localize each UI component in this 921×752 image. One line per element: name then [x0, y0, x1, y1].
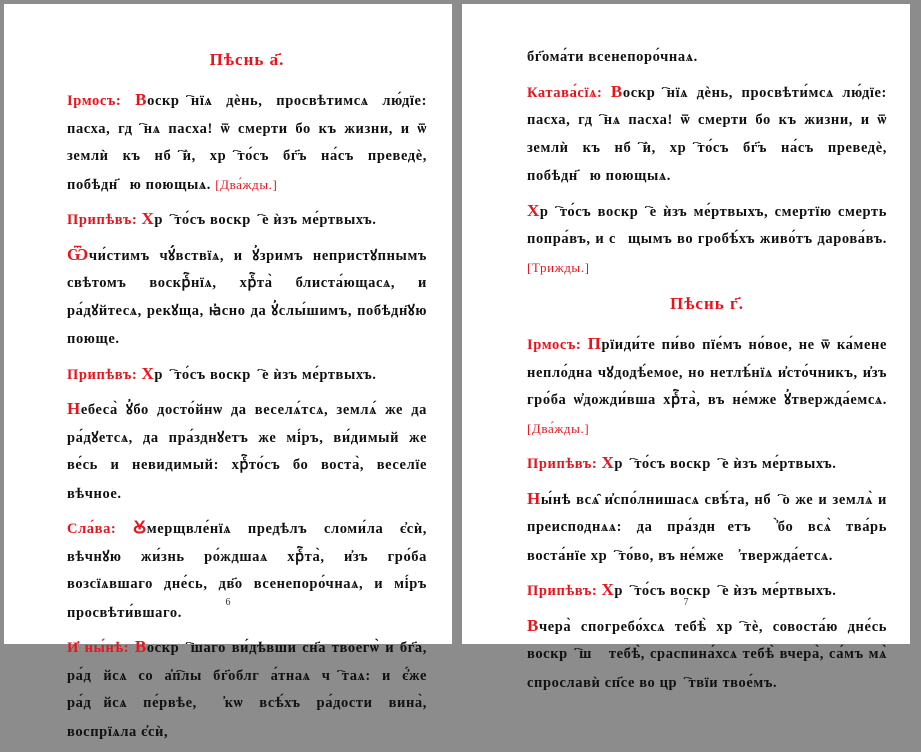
hymn-text: чи́стимъ чꙋ́вствїѧ, и ꙋ҆зримъ непристꙋпнымъ свѣтомъ воскрⷭ҇нїѧ, хрⷭ҇та̀ блиста́ющасѧ, и ра́дꙋйтесѧ, рекꙋща, ꙗ҆сно да ꙋ҆слы́шимъ, побѣдн҃ꙋю поюще.: [67, 247, 427, 347]
rubric-label: Припѣвъ:: [67, 366, 142, 383]
hymn-text: рⷭ҇то́съ воскрⷭ҇е ѝзъ ме́ртвыхъ.: [614, 583, 837, 599]
drop-initial: Х: [601, 453, 615, 472]
hymn-text: оскрⷭ҇нїѧ дѐнь, просвѣтимсѧ лю́дїе: пасха, гдⷭ҇нѧ пасха! ѿ смерти бо къ жизни, и ѿ землѝ къ нбⷭ҇ѝ, хрⷭ҇то́съ бг҃ъ на́съ преведѐ, побѣдн҃ꙋю поющыѧ.: [67, 93, 427, 193]
rubric-label: Сла́ва:: [67, 521, 133, 537]
hymn-text: рⷭ҇то́съ воскрⷭ҇е ѝзъ ме́ртвыхъ, смертїю смерть попра́въ, и сꙋщымъ во гробѣ́хъ живо́тъ дарова́въ.: [527, 203, 887, 247]
hymn-text: ы́нѣ всѧ̑ и҆спо́лнишасѧ свѣ́та, нбⷭ҇о же и землѧ̀ и преисподнѧѧ: да пра́зднꙋетъ ꙋ҆̀бо всѧ̀ тва́рь воста́нїе хрⷭ҇то́во, въ не́мже ꙋ҆твержда́етсѧ.: [527, 491, 887, 564]
drop-initial: Х: [601, 580, 615, 599]
ode-heading: Пѣснь г҃.: [670, 294, 744, 313]
drop-initial: Н: [67, 399, 81, 418]
hymn-paragraph: [67, 633, 427, 746]
hymn-paragraph: [527, 449, 887, 479]
drop-initial: В: [135, 90, 148, 109]
hymn-text: рїиди́те пи́во пїе́мъ но́вое, не ѿ ка́мене непло́дна чꙋдодѣ́емое, но нетлѣ́нїѧ и҆сто́чникъ, и҆зъ гро́ба ѡ҆дожди́вша хрⷭ҇та̀, въ не́мже ꙋ҆твержда́емсѧ.: [527, 337, 887, 408]
hymn-text: мерщвле́нїѧ предѣлъ сломи́ла є҆сѝ, вѣчнꙋю жи́знь ро́ждшаѧ хрⷭ҇та̀, и҆зъ гро́ба возсїѧвшаго дне́сь, дв҃о всенепоро́чнаѧ, и мі́ръ просвѣти́вшаго.: [67, 521, 428, 621]
drop-initial: В: [134, 637, 147, 656]
drop-initial: В: [610, 81, 623, 101]
rubric-label: Ірмосъ:: [67, 93, 136, 109]
rubric-note: [Два́жды.]: [527, 420, 590, 436]
hymn-text: чера̀ спогребо́хсѧ тебѣ̀ хрⷭ҇тѐ, совоста́ю дне́сь воскрⷭ҇шꙋ тебѣ̀, сраспина́хсѧ тебѣ̀ вчера̀, са́мъ мѧ̀ спрославѝ сп҃се во црⷭ҇твїи твое́мъ.: [527, 618, 887, 691]
hymn-paragraph: [67, 514, 427, 627]
hymn-text: ебеса̀ ꙋ҆бо досто́йнѡ да веселѧ́тсѧ, землѧ́ же да ра́дꙋетсѧ, да пра́зднꙋетъ же мі́ръ, ви́димый же ве́сь и невидимый: хрⷭ҇то́съ бо воста̀, веселїе вѣчное.: [67, 402, 427, 502]
hymn-paragraph: [527, 612, 887, 698]
drop-initial: Н: [527, 488, 541, 508]
hymn-text: рⷭ҇то́съ воскрⷭ҇е ѝзъ ме́ртвыхъ.: [614, 456, 837, 472]
hymn-text: рⷭ҇то́съ воскрⷭ҇е ѝзъ ме́ртвыхъ.: [154, 366, 377, 383]
left-page-content: [67, 44, 427, 752]
drop-initial: Ꙋ: [132, 518, 147, 537]
drop-initial: П: [587, 334, 602, 353]
rubric-label: Ірмосъ:: [527, 337, 588, 353]
hymn-paragraph: [67, 205, 427, 235]
rubric-note: [Трижды.]: [527, 259, 590, 275]
rubric-label: Катава́сїѧ:: [527, 84, 611, 101]
hymn-paragraph: [527, 330, 887, 443]
drop-initial: Х: [141, 209, 155, 228]
drop-initial: Х: [141, 363, 155, 383]
hymn-text: рⷭ҇то́съ воскрⷭ҇е ѝзъ ме́ртвыхъ.: [154, 212, 377, 228]
hymn-text: оскрⷭ҇нїѧ дѐнь, просвѣти́мсѧ лю́дїе: пасха, гдⷭ҇нѧ пасха! ѿ смерти бо къ жизни, и ѿ землѝ къ нбⷭ҇ѝ, хрⷭ҇то́съ бг҃ъ на́съ преведѐ, побѣдн҃ꙋю поющыѧ.: [527, 84, 887, 184]
hymn-paragraph: [527, 197, 887, 283]
drop-initial: В: [527, 615, 539, 635]
hymn-paragraph: [527, 78, 887, 191]
hymn-paragraph: [67, 360, 427, 390]
rubric-note: [Два́жды.]: [215, 176, 278, 192]
rubric-label: Припѣвъ:: [527, 456, 602, 472]
hymn-paragraph: [527, 485, 887, 571]
hymn-text: оскрⷭ҇шаго ви́дѣвши сн҃а твоегѡ̀ и бг҃а, ра́дꙋйсѧ со а҆п҇лы бг҃облгⷣа́тнаѧ чⷭ҇таѧ: и є҆́же ра́дꙋйсѧ пе́рвѣе, ꙗ҆кѡ всѣ́хъ ра́дости вина̀, воспрїѧла є҆сѝ,: [67, 640, 427, 740]
rubric-label: Припѣвъ:: [67, 212, 142, 228]
page-number: 6: [225, 597, 231, 608]
rubric-label: Припѣвъ:: [527, 583, 602, 599]
rubric-label: И҆ ны́нѣ:: [67, 640, 135, 656]
right-page: [462, 4, 910, 691]
continuation-text: бг҃ома́ти всенепоро́чнаѧ.: [527, 49, 698, 65]
hymn-paragraph: [67, 241, 427, 354]
page-number: 7: [683, 597, 689, 608]
drop-initial: Ѿ: [67, 244, 89, 264]
hymn-paragraph: [67, 86, 427, 199]
ode-heading: Пѣснь а҃.: [209, 50, 285, 69]
drop-initial: Х: [527, 200, 540, 220]
hymn-paragraph: [67, 395, 427, 508]
left-page: [4, 4, 452, 740]
